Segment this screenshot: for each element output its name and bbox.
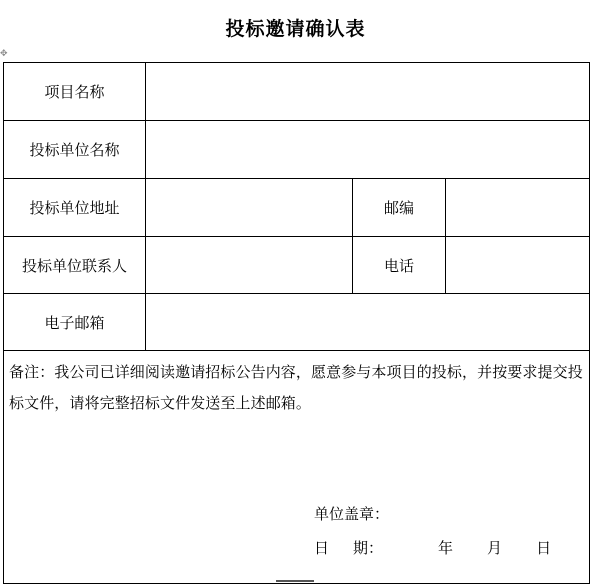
date-line: [314, 537, 551, 558]
note-cell: [4, 351, 590, 584]
email-field[interactable]: [146, 294, 590, 351]
postcode-field[interactable]: [446, 179, 590, 237]
confirmation-form-table: [3, 62, 590, 584]
day-label: 日: [536, 539, 552, 557]
email-label: 电子邮箱: [4, 294, 146, 351]
row-bidder-contact: [4, 237, 590, 294]
month-label: 月: [487, 539, 503, 557]
postcode-label: 邮编: [353, 179, 446, 237]
row-note: [4, 351, 590, 584]
phone-label: 电话: [353, 237, 446, 294]
note-text: 备注：我公司已详细阅读邀请招标公告内容，愿意参与本项目的投标，并按要求提交投标文件，请将完整招标文件发送至上述邮箱。: [9, 363, 583, 412]
bidder-contact-field[interactable]: [146, 237, 353, 294]
project-name-label: 项目名称: [4, 63, 146, 121]
project-name-field[interactable]: [146, 63, 590, 121]
row-email: [4, 294, 590, 351]
bidder-name-label: 投标单位名称: [4, 121, 146, 179]
bidder-address-field[interactable]: [146, 179, 353, 237]
phone-field[interactable]: [446, 237, 590, 294]
seal-label: 单位盖章：: [314, 505, 390, 523]
date-label-ri: 日: [314, 539, 330, 557]
date-label-qi: 期：: [353, 539, 384, 557]
table-move-handle-icon[interactable]: ✥: [0, 49, 8, 59]
form-title: 投标邀请确认表: [225, 18, 366, 40]
page-divider-mark: [276, 580, 314, 582]
row-bidder-address: [4, 179, 590, 237]
row-project-name: [4, 63, 590, 121]
bidder-contact-label: 投标单位联系人: [4, 237, 146, 294]
bidder-address-label: 投标单位地址: [4, 179, 146, 237]
year-label: 年: [438, 539, 454, 557]
bidder-name-field[interactable]: [146, 121, 590, 179]
row-bidder-name: [4, 121, 590, 179]
